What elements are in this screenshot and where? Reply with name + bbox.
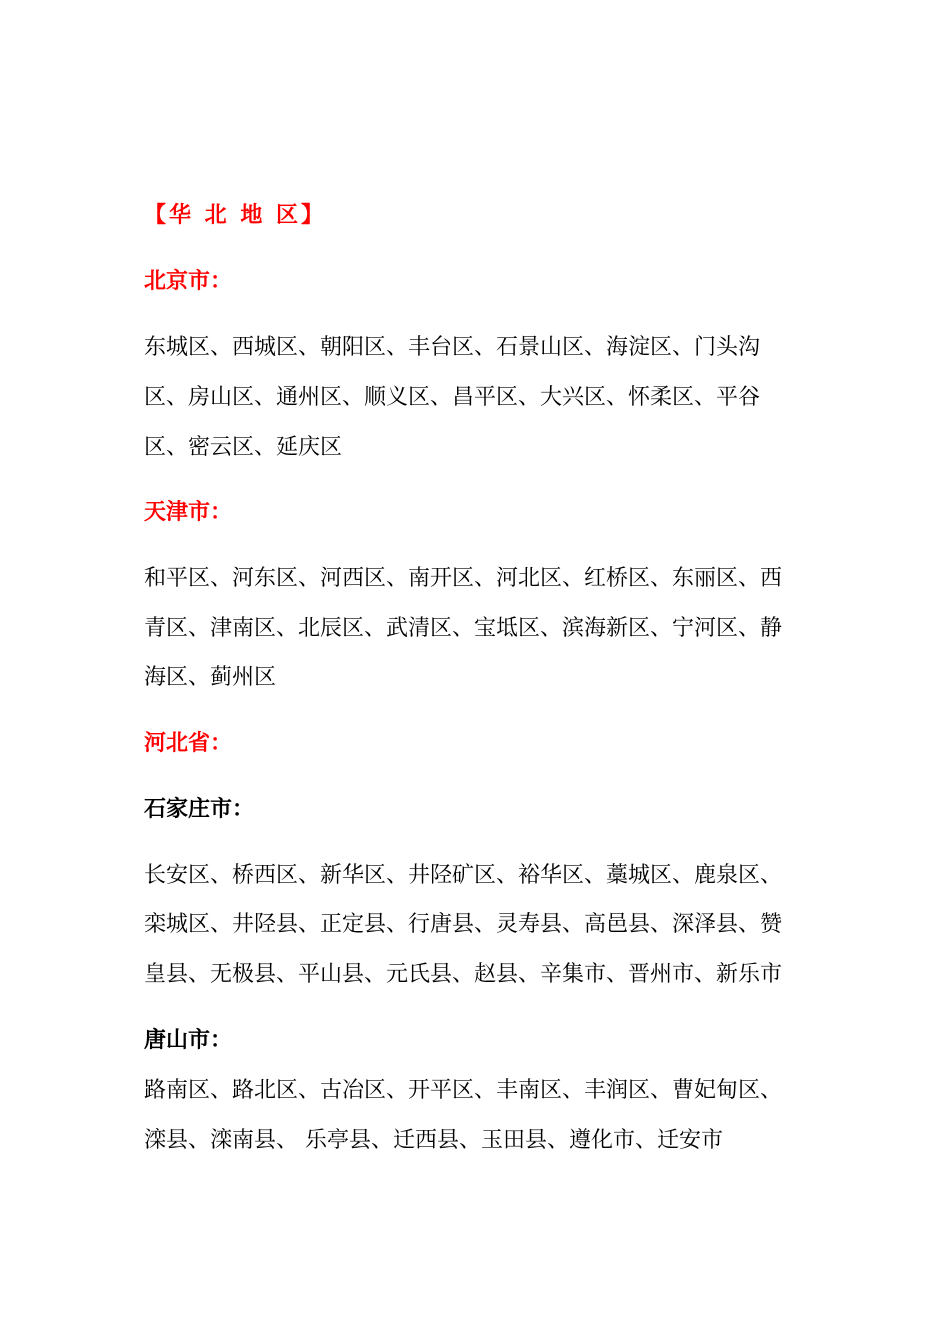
tianjin-district-line: 海区、蓟州区 bbox=[144, 665, 277, 690]
beijing-district-line: 东城区、西城区、朝阳区、丰台区、石景山区、海淀区、门头沟 bbox=[144, 335, 761, 360]
tianjin-district-line: 和平区、河东区、河西区、南开区、河北区、红桥区、东丽区、西 bbox=[144, 566, 783, 591]
tangshan-heading: 唐山市： bbox=[144, 1028, 233, 1053]
hebei-heading: 河北省： bbox=[144, 731, 233, 756]
region-title: 【华 北 地 区】 bbox=[144, 203, 326, 228]
shijiazhuang-district-line: 长安区、桥西区、新华区、井陉矿区、裕华区、藁城区、鹿泉区、 bbox=[144, 863, 783, 888]
beijing-district-line: 区、房山区、通州区、顺义区、昌平区、大兴区、怀柔区、平谷 bbox=[144, 385, 761, 410]
shijiazhuang-district-line: 栾城区、井陉县、正定县、行唐县、灵寿县、高邑县、深泽县、赞 bbox=[144, 912, 783, 937]
tangshan-district-line: 路南区、路北区、古冶区、开平区、丰南区、丰润区、曹妃甸区、 bbox=[144, 1078, 783, 1103]
tangshan-district-line: 滦县、滦南县、 乐亭县、迁西县、玉田县、遵化市、迁安市 bbox=[144, 1128, 723, 1153]
tianjin-district-line: 青区、津南区、北辰区、武清区、宝坻区、滨海新区、宁河区、静 bbox=[144, 616, 783, 641]
tianjin-heading: 天津市： bbox=[144, 500, 233, 525]
beijing-heading: 北京市： bbox=[144, 269, 233, 294]
shijiazhuang-district-line: 皇县、无极县、平山县、元氏县、赵县、辛集市、晋州市、新乐市 bbox=[144, 962, 783, 987]
beijing-district-line: 区、密云区、延庆区 bbox=[144, 435, 343, 460]
shijiazhuang-heading: 石家庄市： bbox=[144, 797, 255, 822]
